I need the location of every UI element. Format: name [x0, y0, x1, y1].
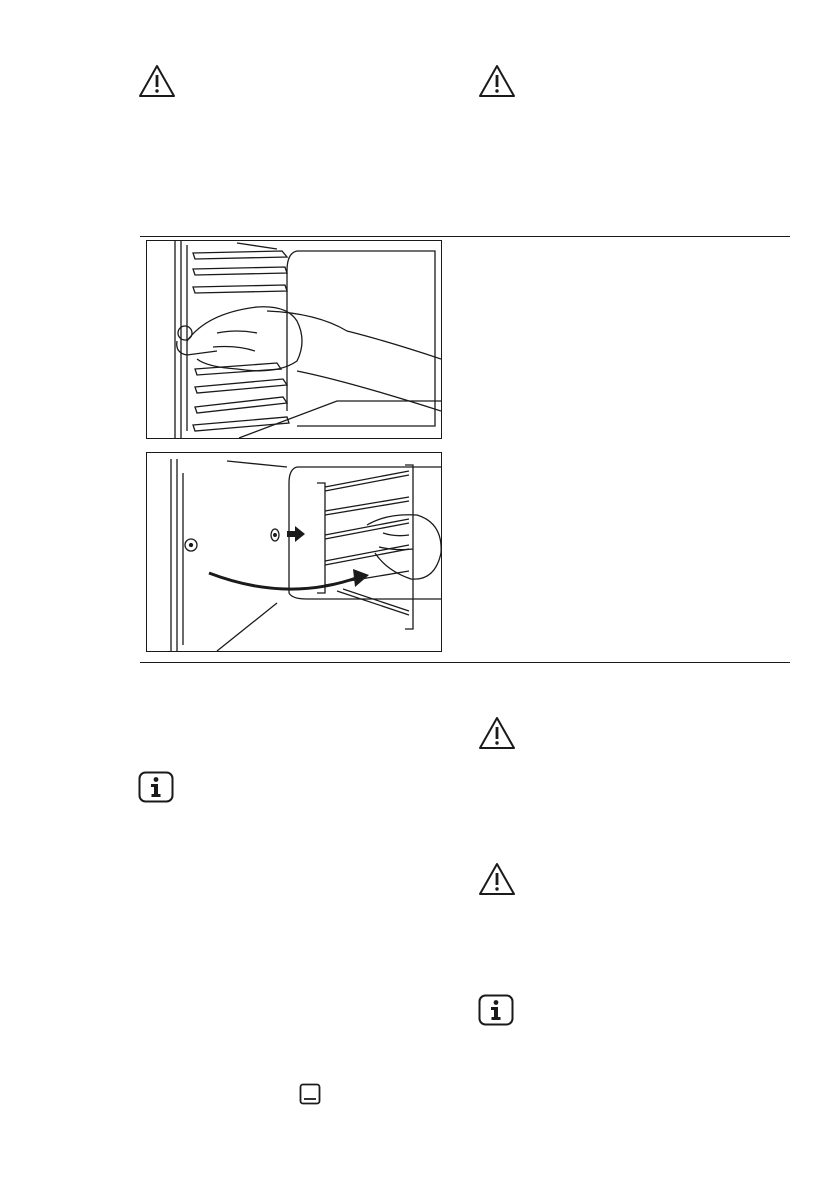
warning-icon-middle-right: [478, 716, 516, 750]
section-divider-bottom: [140, 662, 790, 663]
warning-icon-top-left: [138, 64, 176, 98]
illustration-hand-pulling-shelf-support: [147, 241, 441, 438]
warning-triangle-icon: [478, 716, 516, 750]
section-divider-top: [140, 236, 790, 237]
oven-light-symbol-icon: [299, 1083, 321, 1105]
warning-triangle-icon: [478, 862, 516, 896]
warning-triangle-icon: [478, 64, 516, 98]
warning-icon-lower-right: [478, 862, 516, 896]
information-icon: [138, 771, 174, 803]
information-icon-left: [138, 771, 174, 803]
information-icon-right: [478, 994, 514, 1026]
figure-remove-shelf-support: [146, 240, 442, 439]
warning-triangle-icon: [138, 64, 176, 98]
figure-install-shelf-support: [146, 452, 442, 652]
illustration-shelf-support-rotation: [147, 453, 441, 651]
information-icon: [478, 994, 514, 1026]
warning-icon-top-right: [478, 64, 516, 98]
